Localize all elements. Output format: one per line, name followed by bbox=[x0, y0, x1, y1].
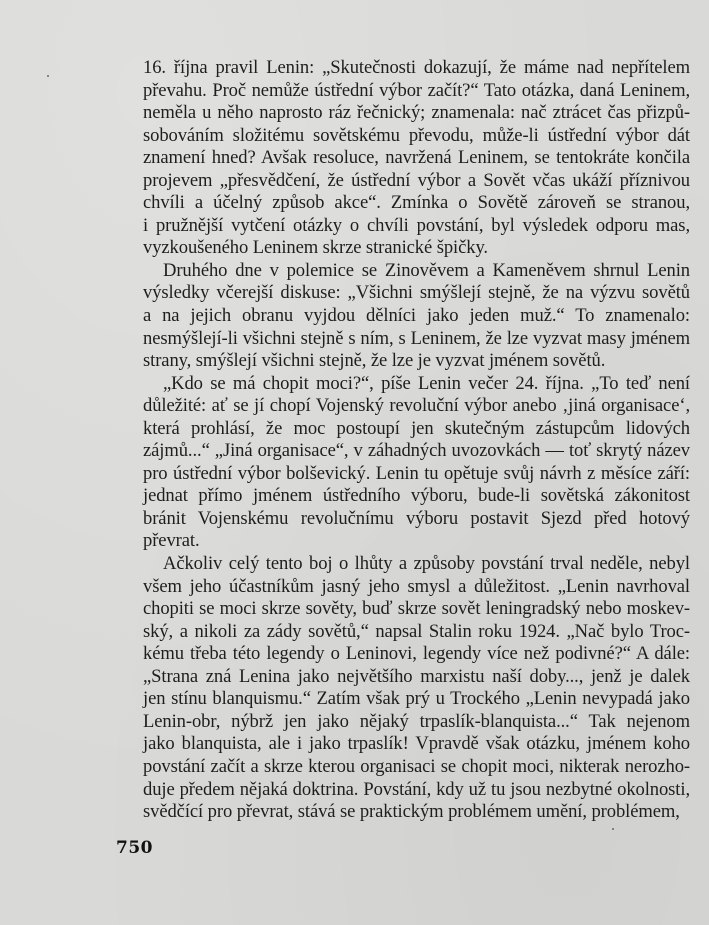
text-line: svědčící pro převrat, stává se praktickým problémem umění, problémem, bbox=[143, 801, 680, 823]
page-number: 750 bbox=[116, 838, 153, 858]
text-line: bránit Vojenskému revolučnímu výboru postavit Sjezd před hotový bbox=[143, 507, 690, 529]
text-line: „Strana zná Lenina jako největšího marxistu naší doby..., jenž je dalek bbox=[143, 665, 690, 687]
text-line: nesmýšlejí-li všichni stejně s ním, s Leninem, že lze vyzvat masy jménem bbox=[143, 327, 690, 349]
text-line: pro ústřední výbor bolševický. Lenin tu opětuje svůj návrh z měsíce září: bbox=[143, 462, 690, 484]
text-line: jen stínu blanquismu.“ Zatím však prý u Trockého „Lenin nevypadá jako bbox=[143, 688, 690, 710]
paper-speck bbox=[47, 75, 49, 77]
text-line: strany, smýšlejí všichni stejně, že lze je vyzvat jménem sovětů. bbox=[143, 350, 606, 372]
text-line: i pružnější vytčení otázky o chvíli povstání, byl výsledek odporu mas, bbox=[143, 214, 690, 236]
paragraph bbox=[143, 373, 690, 553]
text-line: a na jejich obranu vyjdou dělníci jako jeden muž.“ To znamenalo: bbox=[143, 305, 690, 327]
text-line: která prohlásí, že moc postoupí jen skutečným zástupcům lidových bbox=[143, 417, 690, 439]
text-line: Ačkoliv celý tento boj o lhůty a způsoby povstání trval neděle, nebyl bbox=[163, 553, 690, 575]
text-line: jako blanquista, ale i jako trpaslík! Vpravdě však otázku, jménem koho bbox=[143, 733, 690, 755]
text-line: důležité: ať se jí chopí Vojenský revoluční výbor anebo ‚jiná organisace‘, bbox=[143, 395, 690, 417]
text-line: projevem „přesvědčení, že ústřední výbor a Sovět včas ukáží příznivou bbox=[143, 169, 690, 191]
paragraph bbox=[143, 553, 690, 824]
text-line: neměla u něho naprosto ráz řečnický; znamenala: nač ztrácet čas přizpů- bbox=[143, 102, 690, 124]
paragraph bbox=[143, 57, 690, 260]
text-line: všem jeho účastníkům jasný jeho smysl a důležitost. „Lenin navrhoval bbox=[143, 575, 690, 597]
text-line: výsledky včerejší diskuse: „Všichni smýšlejí stejně, že na výzvu sovětů bbox=[143, 282, 690, 304]
text-line: Druhého dne v polemice se Zinověvem a Kameněvem shrnul Lenin bbox=[163, 259, 690, 281]
text-line: 16. října pravil Lenin: „Skutečnosti dokazují, že máme nad nepřítelem bbox=[143, 57, 690, 78]
paper-speck bbox=[612, 828, 614, 830]
text-line: chvíli a účelný způsob akce“. Zmínka o Sovětě zároveň se stranou, bbox=[143, 192, 690, 214]
text-line: Lenin-obr, nýbrž jen jako nějaký trpaslík-blanquista...“ Tak nejenom bbox=[143, 710, 690, 732]
text-line: vyzkoušeného Leninem skrze stranické špičky. bbox=[143, 237, 488, 259]
text-line: zájmů...“ „Jiná organisace“, v záhadných uvozovkách — toť skrytý název bbox=[143, 440, 690, 462]
text-line: ský, a nikoli za zády sovětů,“ napsal Stalin roku 1924. „Nač bylo Troc- bbox=[143, 620, 690, 642]
text-line: převahu. Proč nemůže ústřední výbor začít?“ Tato otázka, daná Leninem, bbox=[143, 79, 690, 101]
text-line: znamení hned? Avšak resoluce, navržená Leninem, se tentokráte končila bbox=[143, 147, 690, 169]
text-line: sobováním složitému sovětskému převodu, může-li ústřední výbor dát bbox=[143, 124, 690, 146]
body-text bbox=[143, 57, 690, 824]
text-line: povstání začít a skrze kterou organisaci se chopit moci, nikterak nerozho- bbox=[143, 755, 690, 777]
text-line: duje předem nějaká doktrina. Povstání, kdy už tu jsou nezbytné okolnosti, bbox=[143, 778, 690, 800]
text-line: chopiti se moci skrze sověty, buď skrze sovět leningradský nebo moskev- bbox=[143, 598, 690, 620]
text-line: „Kdo se má chopit moci?“, píše Lenin večer 24. října. „To teď není bbox=[163, 372, 690, 394]
text-line: jednat přímo jménem ústředního výboru, bude-li sovětská zákonitost bbox=[143, 485, 690, 507]
text-line: převrat. bbox=[143, 530, 200, 552]
text-line: kému třeba této legendy o Leninovi, legendy více než podivné?“ A dále: bbox=[143, 643, 690, 665]
paragraph bbox=[143, 260, 690, 373]
